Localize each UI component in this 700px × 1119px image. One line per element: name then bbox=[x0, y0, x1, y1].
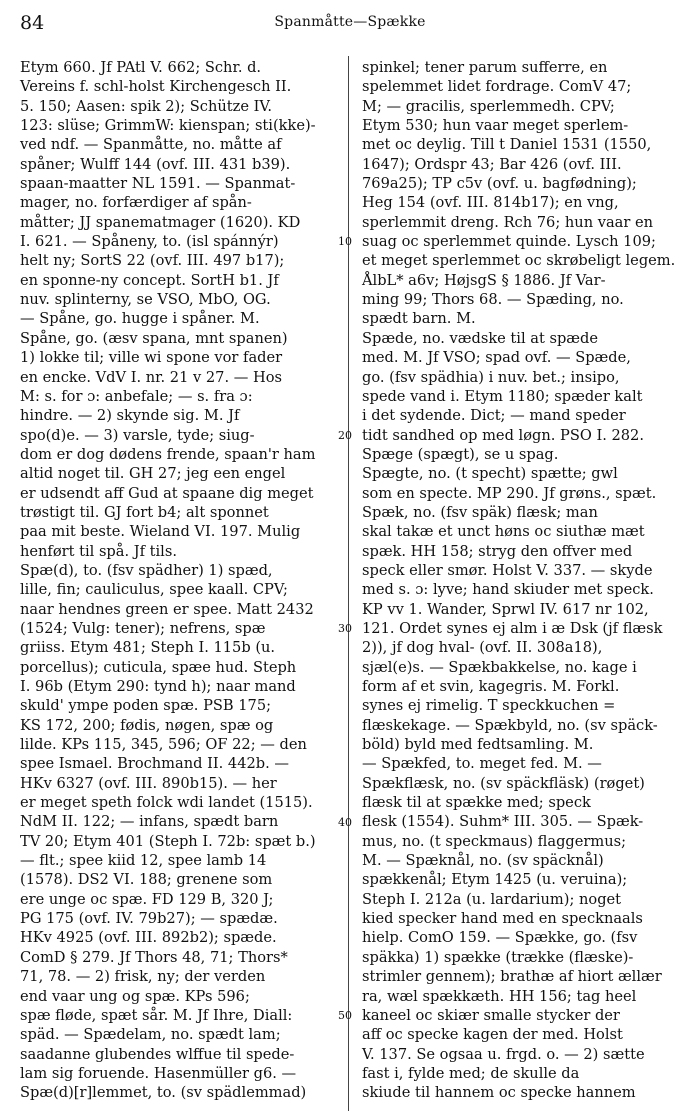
text-line: end vaar ung og spæ. KPs 596; bbox=[20, 987, 250, 1005]
text-line: kaneel oc skiær smalle stycker der bbox=[362, 1006, 620, 1024]
text-line: griiss. Etym 481; Steph I. 115b (u. bbox=[20, 639, 276, 657]
text-line: — Spåne, go. hugge i spåner. M. bbox=[20, 310, 260, 328]
text-line: saadanne glubendes wlffue til spede- bbox=[20, 1045, 295, 1063]
text-line: mager, no. forfærdiger af spån- bbox=[20, 194, 252, 212]
page-header bbox=[0, 8, 700, 48]
text-line: M; — gracilis, sperlemmedh. CPV; bbox=[362, 97, 615, 115]
line-number: 40 bbox=[338, 815, 352, 829]
text-line: Spåne, go. (æsv spana, mnt spanen) bbox=[20, 329, 288, 347]
text-line: naar hendnes green er spee. Matt 2432 bbox=[20, 600, 314, 618]
text-line: späkka) 1) spække (trække (flæske)- bbox=[362, 948, 634, 966]
text-line: tidt sandhed op med løgn. PSO I. 282. bbox=[362, 426, 644, 444]
text-line: 769a25); TP c5v (ovf. u. bagfødning); bbox=[362, 175, 637, 193]
text-line: go. (fsv spädhia) i nuv. bet.; insipo, bbox=[362, 368, 620, 386]
text-line: nuv. splinterny, se VSO, MbO, OG. bbox=[20, 291, 271, 309]
text-line: Heg 154 (ovf. III. 814b17); en vng, bbox=[362, 194, 619, 212]
text-line: strimler gennem); brathæ af hiort ællær bbox=[362, 968, 662, 986]
text-line: fast i, fylde med; de skulle da bbox=[362, 1064, 580, 1082]
text-line: — flt.; spee kiid 12, spee lamb 14 bbox=[20, 852, 267, 870]
text-line: er udsendt aff Gud at spaane dig meget bbox=[20, 484, 314, 502]
text-line: spædt barn. M. bbox=[362, 310, 476, 328]
text-line: 1647); Ordspr 43; Bar 426 (ovf. III. bbox=[362, 155, 622, 173]
text-line: flesk (1554). Suhm* III. 305. — Spæk- bbox=[362, 813, 644, 831]
text-line: sperlemmit dreng. Rch 76; hun vaar en bbox=[362, 213, 654, 231]
text-line: Steph I. 212a (u. lardarium); noget bbox=[362, 890, 622, 908]
text-line: henført til spå. Jf tils. bbox=[20, 542, 177, 560]
text-line: ComD § 279. Jf Thors 48, 71; Thors* bbox=[20, 948, 288, 966]
text-line: spede vand i. Etym 1180; spæder kalt bbox=[362, 387, 643, 405]
left-column bbox=[20, 58, 334, 1103]
text-line: dom er dog dødens frende, spaan'r ham bbox=[20, 445, 316, 463]
text-line: Etym 660. Jf PAtl V. 662; Schr. d. bbox=[20, 59, 262, 76]
text-line: en sponne-ny concept. SortH b1. Jf bbox=[20, 271, 279, 289]
text-line: altid noget til. GH 27; jeg een engel bbox=[20, 465, 286, 483]
text-line: M. — Spæknål, no. (sv späcknål) bbox=[362, 852, 604, 870]
text-line: synes ej rimelig. T speckkuchen = bbox=[362, 697, 616, 715]
text-line: som en specte. MP 290. Jf grøns., spæt. bbox=[362, 484, 657, 502]
page-number: 84 bbox=[20, 12, 45, 34]
text-line: I. 96b (Etym 290: tynd h); naar mand bbox=[20, 678, 296, 695]
text-line: flæskekage. — Spækbyld, no. (sv späck- bbox=[362, 716, 658, 734]
text-line: ved ndf. — Spanmåtte, no. måtte af bbox=[20, 136, 282, 154]
text-line: PG 175 (ovf. IV. 79b27); — spædæ. bbox=[20, 910, 278, 928]
text-line: skal takæ et unct høns oc siuthæ mæt bbox=[362, 523, 645, 541]
text-line: NdM II. 122; — infans, spædt barn bbox=[20, 813, 279, 831]
text-line: TV 20; Etym 401 (Steph I. 72b: spæt b.) bbox=[20, 832, 316, 850]
text-line: paa mit beste. Wieland VI. 197. Mulig bbox=[20, 523, 301, 541]
text-line: 1) lokke til; ville wi spone vor fader bbox=[20, 349, 283, 367]
text-line: hielp. ComO 159. — Spække, go. (fsv bbox=[362, 929, 638, 947]
text-line: KP vv 1. Wander, Sprwl IV. 617 nr 102, bbox=[362, 600, 649, 618]
text-line: lilde. KPs 115, 345, 596; OF 22; — den bbox=[20, 736, 307, 754]
text-line: måtter; JJ spanematmager (1620). KD bbox=[20, 213, 301, 231]
text-line: böld) byld med fedtsamling. M. bbox=[362, 736, 594, 754]
text-line: en encke. VdV I. nr. 21 v 27. — Hos bbox=[20, 368, 282, 386]
text-line: Spæ(d)[r]lemmet, to. (sv spädlemmad) bbox=[20, 1084, 307, 1102]
text-line: spåner; Wulff 144 (ovf. III. 431 b39). bbox=[20, 155, 291, 173]
text-line: 5. 150; Aasen: spik 2); Schütze IV. bbox=[20, 97, 272, 115]
text-line: porcellus); cuticula, spæe hud. Steph bbox=[20, 658, 297, 676]
text-line: lille, fin; cauliculus, spee kaall. CPV; bbox=[20, 581, 288, 599]
text-line: skuld' ympe poden spæ. PSB 175; bbox=[20, 697, 272, 715]
running-head: Spanmåtte—Spække bbox=[274, 14, 426, 30]
text-line: M: s. for ɔ: anbefale; — s. fra ɔ: bbox=[20, 387, 253, 405]
text-line: spinkel; tener parum sufferre, en bbox=[362, 59, 608, 76]
text-line: ere unge oc spæ. FD 129 B, 320 J; bbox=[20, 890, 274, 908]
text-line: flæsk til at spække med; speck bbox=[362, 794, 591, 812]
text-line: hindre. — 2) skynde sig. M. Jf bbox=[20, 407, 240, 425]
text-line: I. 621. — Spåneny, to. (isl spánnýr) bbox=[20, 233, 279, 251]
text-line: HKv 4925 (ovf. III. 892b2); spæde. bbox=[20, 929, 277, 947]
text-line: met oc deylig. Till t Daniel 1531 (1550, bbox=[362, 136, 652, 154]
text-line: 71, 78. — 2) frisk, ny; der verden bbox=[20, 968, 266, 986]
text-line: ÅlbL* a6v; HøjsgS § 1886. Jf Var- bbox=[362, 271, 606, 289]
text-line: speck eller smør. Holst V. 337. — skyde bbox=[362, 561, 653, 579]
text-line: 2)), jf dog hval- (ovf. II. 308a18), bbox=[362, 639, 603, 657]
text-line: spæ fløde, spæt sår. M. Jf Ihre, Diall: bbox=[20, 1006, 293, 1024]
text-line: skiude til hannem oc specke hannem bbox=[362, 1084, 636, 1102]
text-line: spelemmet lidet fordrage. ComV 47; bbox=[362, 78, 632, 96]
column-divider bbox=[348, 56, 349, 1111]
text-line: er meget speth folck wdi landet (1515). bbox=[20, 794, 313, 812]
text-line: helt ny; SortS 22 (ovf. III. 497 b17); bbox=[20, 252, 285, 270]
line-number: 50 bbox=[338, 1009, 352, 1023]
text-line: med. M. Jf VSO; spad ovf. — Spæde, bbox=[362, 349, 631, 367]
text-line: (1524; Vulg: tener); nefrens, spæ bbox=[20, 619, 266, 637]
text-line: 123: slüse; GrimmW: kienspan; sti(kke)- bbox=[20, 117, 316, 135]
text-line: Spæge (spægt), se u spag. bbox=[362, 445, 559, 463]
text-line: Spæ(d), to. (fsv spädher) 1) spæd, bbox=[20, 561, 273, 579]
text-line: Etym 530; hun vaar meget sperlem- bbox=[362, 117, 629, 135]
text-line: Spækflæsk, no. (sv späckfläsk) (røget) bbox=[362, 774, 645, 792]
text-line: späd. — Spædelam, no. spædt lam; bbox=[20, 1026, 281, 1044]
text-line: spæk. HH 158; stryg den offver med bbox=[362, 542, 633, 560]
text-line: KS 172, 200; fødis, nøgen, spæ og bbox=[20, 716, 274, 734]
text-line: spo(d)e. — 3) varsle, tyde; siug- bbox=[20, 426, 255, 444]
text-line: suag oc sperlemmet quinde. Lysch 109; bbox=[362, 233, 656, 251]
text-line: — Spækfed, to. meget fed. M. — bbox=[362, 755, 602, 773]
text-line: med s. ɔ: lyve; hand skiuder met speck. bbox=[362, 581, 654, 599]
text-line: HKv 6327 (ovf. III. 890b15). — her bbox=[20, 774, 277, 792]
text-line: V. 137. Se ogsaa u. frgd. o. — 2) sætte bbox=[362, 1045, 645, 1063]
text-line: spækkenål; Etym 1425 (u. veruina); bbox=[362, 871, 628, 889]
text-line: (1578). DS2 VI. 188; grenene som bbox=[20, 871, 273, 889]
text-line: et meget sperlemmet oc skrøbeligt legem. bbox=[362, 252, 676, 270]
text-line: kied specker hand med en specknaals bbox=[362, 910, 643, 928]
text-line: Vereins f. schl-holst Kirchengesch II. bbox=[20, 78, 292, 96]
text-line: form af et svin, kagegris. M. Forkl. bbox=[362, 678, 620, 695]
text-line: 121. Ordet synes ej alm i æ Dsk (jf flæsk bbox=[362, 619, 663, 637]
text-line: aff oc specke kagen der med. Holst bbox=[362, 1026, 623, 1044]
text-line: trøstigt til. GJ fort b4; alt sponnet bbox=[20, 503, 269, 521]
text-line: lam sig foruende. Hasenmüller g6. — bbox=[20, 1064, 297, 1082]
text-line: Spæde, no. vædske til at spæde bbox=[362, 329, 599, 347]
text-line: spaan-maatter NL 1591. — Spanmat- bbox=[20, 175, 296, 193]
text-line: Spæk, no. (fsv späk) flæsk; man bbox=[362, 503, 598, 521]
text-line: ming 99; Thors 68. — Spæding, no. bbox=[362, 291, 624, 309]
text-line: mus, no. (t speckmaus) flaggermus; bbox=[362, 832, 627, 850]
text-line: Spægte, no. (t specht) spætte; gwl bbox=[362, 465, 618, 483]
text-line: spee Ismael. Brochmand II. 442b. — bbox=[20, 755, 289, 773]
line-number: 30 bbox=[338, 622, 352, 636]
text-line: sjæl(e)s. — Spækbakkelse, no. kage i bbox=[362, 658, 637, 676]
line-number: 20 bbox=[338, 428, 352, 442]
right-column bbox=[362, 58, 682, 1103]
text-line: i det sydende. Dict; — mand speder bbox=[362, 407, 626, 425]
text-line: ra, wæl spækkæth. HH 156; tag heel bbox=[362, 987, 637, 1005]
line-number: 10 bbox=[338, 235, 352, 249]
